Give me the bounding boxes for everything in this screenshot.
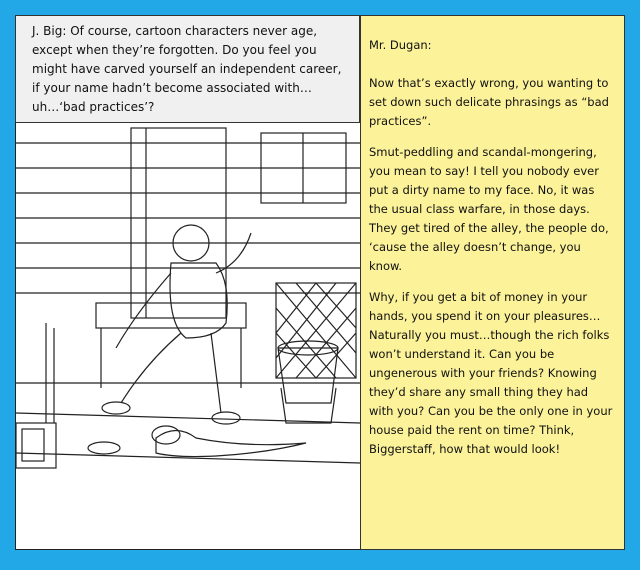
dialogue-paragraph-2: Smut-peddling and scandal-mongering, you mean to say! I tell you nobody ever put a dirty name to my face. No, it was the usual class warfare, in those days. They get tired of the alley, the people do, ‘cause the alley doesn’t change, you know. (369, 145, 609, 273)
dialogue-panel (360, 15, 625, 550)
interviewer-caption (15, 15, 360, 123)
caption-text: J. Big: Of course, cartoon characters never age, except when they’re forgotten. Do you feel you might have carved yourself an independent career, if your name hadn’t become associated with…uh…‘bad practices’? (32, 24, 342, 114)
dialogue-paragraph-3: Why, if you get a bit of money in your hands, you spend it on your pleasures… Naturally you must…though the rich folks won’t understand it. Can you be ungenerous with your friends? Knowing they’d share any small thing they had with you? Can you be the only one in your house paid the rent on time? Think, Biggerstaff, how that would look! (369, 290, 613, 456)
speaker-label: Mr. Dugan: (369, 38, 432, 52)
porch-illustration (16, 123, 360, 550)
porch-drawing (15, 123, 360, 550)
dialogue-paragraph-1: Now that’s exactly wrong, you wanting to set down such delicate phrasings as “bad practices”. (369, 76, 609, 128)
